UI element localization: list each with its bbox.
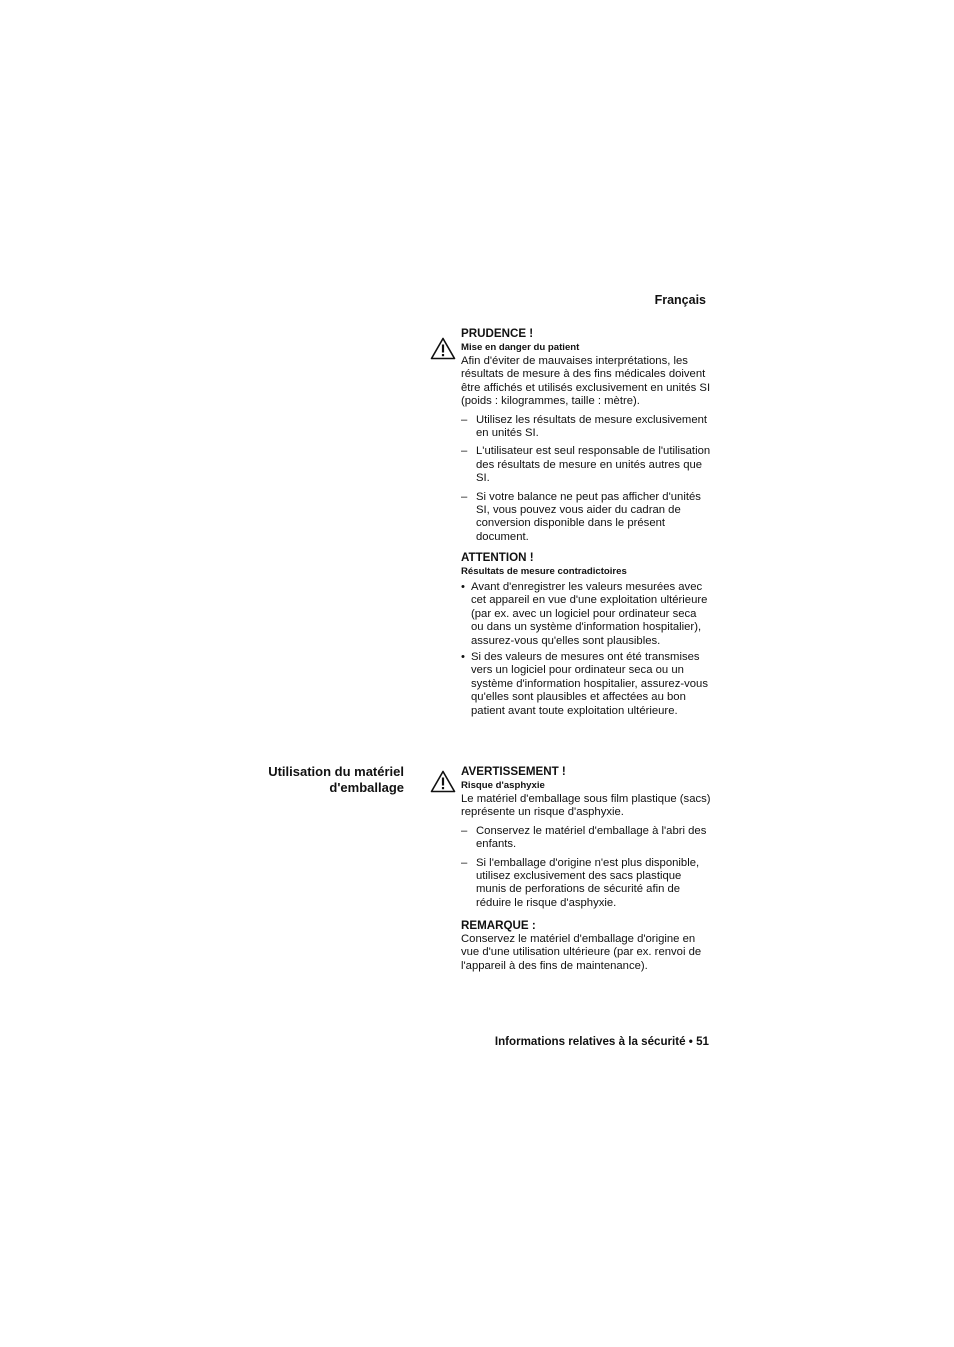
list-item: • Avant d'enregistrer les valeurs mesurées avec cet appareil en vue d'une exploitation ultérieure (par ex. avec un logiciel pour ordinateur seca ou dans un système d'information hospitalier), assurez-vous qu'elles sont plausibles. [461,581,711,648]
list-item: – Si l'emballage d'origine n'est plus disponible, utilisez exclusivement des sacs plastique munis de perforations de sécurité afin de réduire le risque d'asphyxie. [461,857,711,911]
list-item: – Si votre balance ne peut pas afficher d'unités SI, vous pouvez vous aider du cadran de conversion disponible dans le présent document. [461,491,711,545]
section-heading-line: d'emballage [329,780,404,795]
section-heading-line: Utilisation du matériel [268,764,404,779]
avertissement-block [461,765,711,910]
prudence-block [461,327,711,544]
list-item: – Utilisez les résultats de mesure exclusivement en unités SI. [461,414,711,441]
attention-list [461,581,711,718]
prudence-list [461,414,711,545]
avertissement-title: AVERTISSEMENT ! [461,765,566,778]
avertissement-subtitle: Risque d'asphyxie [461,780,545,791]
prudence-title: PRUDENCE ! [461,327,534,340]
list-item: – L'utilisateur est seul responsable de l'utilisation des résultats de mesure en unités autres que SI. [461,445,711,485]
attention-subtitle: Résultats de mesure contradictoires [461,566,627,577]
list-item: – Conservez le matériel d'emballage à l'abri des enfants. [461,825,711,852]
warning-triangle-icon [430,770,456,793]
section-heading [204,764,404,796]
page-footer: Informations relatives à la sécurité • 51 [494,1035,709,1048]
language-label: Français [654,293,706,307]
warning-triangle-icon [430,337,456,360]
prudence-paragraph: Afin d'éviter de mauvaises interprétations, les résultats de mesure à des fins médicales doivent être affichés et utilisés exclusivement en unités SI (poids : kilogrammes, taille : mètre). [461,355,711,408]
remarque-title: REMARQUE : [461,919,536,932]
avertissement-list [461,825,711,910]
attention-title: ATTENTION ! [461,551,534,564]
remarque-paragraph: Conservez le matériel d'emballage d'origine en vue d'une utilisation ultérieure (par ex. renvoi de l'appareil à des fins de maintenance). [461,933,702,972]
list-item: • Si des valeurs de mesures ont été transmises vers un logiciel pour ordinateur seca ou un système d'information hospitalier, assurez-vous qu'elles sont plausibles et affectées au bon patient avant toute exploitation ultérieure. [461,651,711,718]
prudence-subtitle: Mise en danger du patient [461,342,580,353]
avertissement-paragraph: Le matériel d'emballage sous film plastique (sacs) représente un risque d'asphyxie. [461,793,711,819]
attention-block [461,551,711,718]
remarque-block [461,919,711,973]
